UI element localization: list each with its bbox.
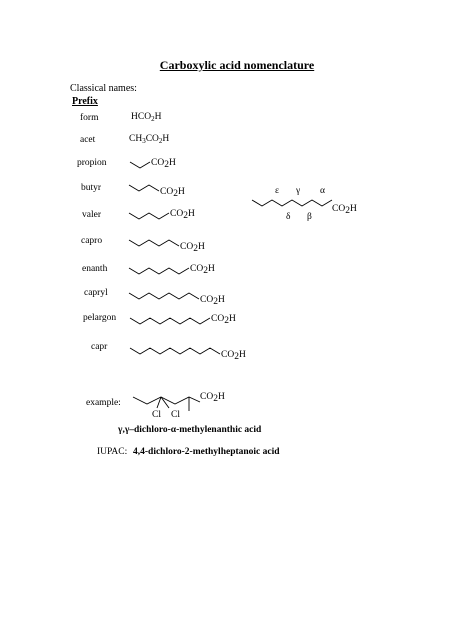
chain-butyr [129, 185, 159, 191]
example-classical-name: γ,γ–dichloro-α-methylenanthic acid [118, 425, 262, 435]
chain-valer [129, 213, 169, 219]
prefix-acet: acet [80, 135, 96, 145]
acid-group-valer: CO2H [170, 209, 195, 221]
prefix-header: Prefix [72, 96, 98, 107]
acid-group-capro: CO2H [180, 242, 205, 254]
prefix-capryl: capryl [84, 288, 108, 298]
example-chain [133, 397, 200, 404]
page-title: Carboxylic acid nomenclature [159, 58, 315, 72]
prefix-pelargon: pelargon [83, 313, 117, 323]
iupac-name: 4,4-dichloro-2-methylheptanoic acid [133, 447, 280, 457]
example-structure [133, 392, 225, 420]
greek-label-epsilon: ε [275, 186, 279, 196]
acid-group-propion: CO2H [151, 158, 176, 170]
classical-names-label: Classical names: [70, 83, 137, 94]
greek-label-delta: δ [286, 212, 291, 222]
greek-position-diagram [252, 186, 357, 222]
greek-label-beta: β [307, 212, 312, 222]
acid-group-enanth: CO2H [190, 264, 215, 276]
prefix-capr: capr [91, 342, 108, 352]
chain-capr [130, 348, 220, 354]
formula-acetic-acid: $CH_3CO_2H$ [129, 134, 170, 145]
prefix-form: form [80, 113, 99, 123]
prefix-capro: capro [81, 236, 103, 246]
acid-group-capryl: CO2H [200, 295, 225, 307]
greek-acid-group: CO2H [332, 204, 357, 216]
chain-pelargon [130, 318, 210, 324]
example-acid-group: CO2H [200, 392, 225, 404]
greek-label-gamma: γ [296, 186, 301, 196]
iupac-label: IUPAC: [97, 447, 128, 457]
example-cl-2: Cl [171, 410, 180, 420]
chain-enanth [129, 268, 189, 274]
chain-capro [129, 240, 179, 246]
acid-group-pelargon: CO2H [211, 314, 236, 326]
prefix-enanth: enanth [82, 264, 108, 274]
example-label: example: [86, 398, 121, 408]
acid-group-butyr: CO2H [160, 187, 185, 199]
greek-label-alpha: α [320, 186, 325, 196]
chain-propion [130, 162, 150, 168]
prefix-propion: propion [77, 158, 107, 168]
formula-formic-acid: $HCO_2H$ [131, 112, 162, 123]
greek-chain [252, 200, 332, 206]
acid-group-capr: CO2H [221, 350, 246, 362]
prefix-butyr: butyr [81, 183, 102, 193]
example-cl-1: Cl [152, 410, 161, 420]
prefix-valer: valer [82, 210, 101, 220]
chain-capryl [129, 293, 199, 299]
